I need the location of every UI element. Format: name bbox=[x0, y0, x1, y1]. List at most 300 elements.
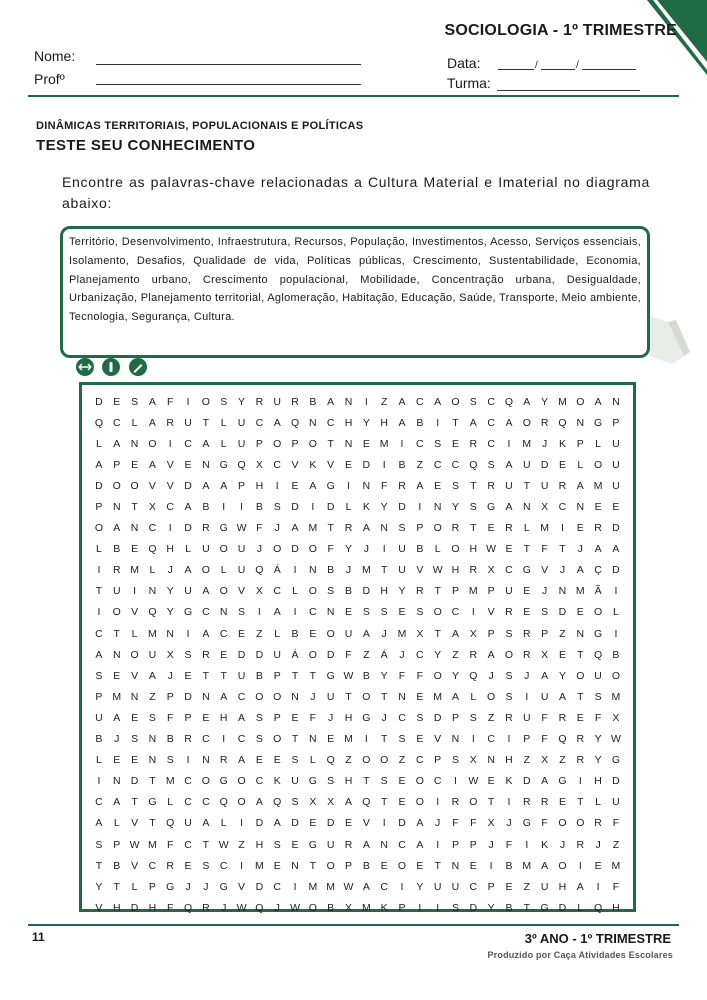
grid-letter[interactable]: E bbox=[487, 522, 495, 535]
grid-letter[interactable]: E bbox=[238, 627, 246, 640]
grid-letter[interactable]: C bbox=[95, 627, 103, 640]
grid-letter[interactable]: R bbox=[451, 522, 460, 535]
grid-letter[interactable]: C bbox=[202, 796, 210, 809]
grid-letter[interactable]: I bbox=[97, 775, 101, 788]
grid-letter[interactable]: O bbox=[219, 585, 228, 598]
grid-letter[interactable]: Q bbox=[469, 458, 478, 471]
grid-letter[interactable]: T bbox=[149, 817, 156, 830]
grid-letter[interactable]: V bbox=[434, 733, 442, 746]
grid-letter[interactable]: A bbox=[273, 416, 281, 429]
grid-letter[interactable]: Y bbox=[380, 669, 388, 682]
grid-letter[interactable]: D bbox=[95, 479, 103, 492]
grid-letter[interactable]: S bbox=[416, 606, 424, 619]
grid-letter[interactable]: T bbox=[220, 669, 227, 682]
grid-letter[interactable]: T bbox=[380, 690, 388, 703]
grid-letter[interactable]: Y bbox=[434, 648, 442, 661]
grid-letter[interactable]: O bbox=[148, 437, 157, 450]
grid-letter[interactable]: N bbox=[612, 395, 620, 408]
grid-letter[interactable]: P bbox=[451, 838, 459, 851]
grid-letter[interactable]: C bbox=[237, 690, 246, 703]
grid-letter[interactable]: Z bbox=[256, 627, 263, 640]
name-line[interactable] bbox=[96, 64, 361, 65]
grid-letter[interactable]: S bbox=[148, 711, 156, 724]
grid-letter[interactable]: E bbox=[184, 458, 192, 471]
grid-letter[interactable]: E bbox=[309, 627, 317, 640]
grid-letter[interactable]: G bbox=[522, 564, 531, 577]
grid-letter[interactable]: R bbox=[112, 564, 121, 577]
grid-letter[interactable]: O bbox=[487, 690, 496, 703]
grid-letter[interactable]: S bbox=[166, 754, 174, 767]
grid-letter[interactable]: A bbox=[362, 522, 370, 535]
grid-letter[interactable]: Q bbox=[558, 733, 567, 746]
grid-letter[interactable]: I bbox=[257, 606, 261, 619]
grid-letter[interactable]: B bbox=[327, 564, 335, 577]
grid-letter[interactable]: J bbox=[167, 564, 173, 577]
grid-letter[interactable]: C bbox=[219, 627, 228, 640]
grid-letter[interactable]: I bbox=[364, 395, 368, 408]
grid-letter[interactable]: Y bbox=[541, 395, 549, 408]
grid-letter[interactable]: I bbox=[436, 416, 440, 429]
grid-letter[interactable]: P bbox=[487, 627, 495, 640]
grid-letter[interactable]: P bbox=[434, 754, 442, 767]
date-day-line[interactable] bbox=[498, 69, 534, 70]
grid-letter[interactable]: A bbox=[576, 564, 584, 577]
grid-letter[interactable]: E bbox=[416, 690, 424, 703]
grid-letter[interactable]: Q bbox=[469, 669, 478, 682]
grid-letter[interactable]: X bbox=[255, 458, 263, 471]
grid-letter[interactable]: M bbox=[611, 859, 621, 872]
grid-letter[interactable]: U bbox=[326, 690, 335, 703]
grid-letter[interactable]: A bbox=[202, 627, 210, 640]
grid-letter[interactable]: A bbox=[220, 479, 228, 492]
grid-letter[interactable]: A bbox=[487, 648, 495, 661]
grid-letter[interactable]: E bbox=[523, 585, 531, 598]
grid-letter[interactable]: T bbox=[470, 522, 477, 535]
grid-letter[interactable]: T bbox=[95, 859, 103, 872]
grid-letter[interactable]: I bbox=[186, 627, 190, 640]
grid-letter[interactable]: L bbox=[131, 880, 138, 893]
grid-letter[interactable]: A bbox=[95, 648, 103, 661]
grid-letter[interactable]: N bbox=[112, 501, 121, 514]
grid-letter[interactable]: T bbox=[327, 437, 334, 450]
grid-letter[interactable]: N bbox=[487, 754, 495, 767]
grid-letter[interactable]: A bbox=[113, 437, 121, 450]
grid-letter[interactable]: I bbox=[293, 880, 297, 893]
grid-letter[interactable]: N bbox=[148, 585, 157, 598]
grid-letter[interactable]: R bbox=[558, 711, 567, 724]
grid-letter[interactable]: F bbox=[452, 817, 459, 830]
grid-letter[interactable]: C bbox=[469, 880, 478, 893]
grid-letter[interactable]: N bbox=[202, 458, 210, 471]
grid-letter[interactable]: C bbox=[184, 796, 192, 809]
grid-letter[interactable]: W bbox=[236, 901, 247, 914]
grid-letter[interactable]: A bbox=[184, 564, 192, 577]
grid-letter[interactable]: Q bbox=[255, 564, 264, 577]
grid-letter[interactable]: T bbox=[559, 543, 566, 556]
grid-letter[interactable]: Q bbox=[148, 606, 157, 619]
grid-letter[interactable]: O bbox=[397, 859, 407, 872]
grid-letter[interactable]: H bbox=[505, 754, 513, 767]
grid-letter[interactable]: B bbox=[202, 501, 210, 514]
grid-letter[interactable]: N bbox=[576, 627, 585, 640]
grid-letter[interactable]: C bbox=[487, 437, 495, 450]
grid-letter[interactable]: T bbox=[380, 796, 388, 809]
grid-letter[interactable]: P bbox=[95, 690, 103, 703]
grid-letter[interactable]: M bbox=[558, 395, 567, 408]
grid-letter[interactable]: L bbox=[131, 416, 138, 429]
grid-letter[interactable]: K bbox=[362, 501, 370, 514]
grid-letter[interactable]: L bbox=[274, 627, 281, 640]
grid-letter[interactable]: C bbox=[237, 733, 246, 746]
grid-letter[interactable]: M bbox=[379, 437, 389, 450]
grid-letter[interactable]: Á bbox=[380, 648, 388, 661]
grid-letter[interactable]: X bbox=[541, 648, 549, 661]
grid-letter[interactable]: R bbox=[166, 416, 175, 429]
grid-letter[interactable]: P bbox=[113, 838, 121, 851]
grid-letter[interactable]: C bbox=[309, 606, 317, 619]
grid-letter[interactable]: T bbox=[523, 901, 530, 914]
grid-letter[interactable]: S bbox=[362, 606, 370, 619]
info-icon[interactable] bbox=[102, 358, 120, 376]
grid-letter[interactable]: O bbox=[94, 522, 103, 535]
grid-letter[interactable]: S bbox=[202, 859, 210, 872]
grid-letter[interactable]: C bbox=[433, 458, 442, 471]
grid-letter[interactable]: A bbox=[594, 543, 602, 556]
resize-horizontal-icon[interactable] bbox=[76, 358, 94, 376]
grid-letter[interactable]: R bbox=[505, 606, 513, 619]
grid-letter[interactable]: I bbox=[507, 733, 511, 746]
grid-letter[interactable]: I bbox=[471, 733, 475, 746]
grid-letter[interactable]: J bbox=[559, 564, 566, 577]
grid-letter[interactable]: N bbox=[451, 859, 460, 872]
grid-letter[interactable]: E bbox=[113, 754, 121, 767]
grid-letter[interactable]: X bbox=[166, 648, 174, 661]
grid-letter[interactable]: F bbox=[612, 880, 620, 893]
grid-letter[interactable]: K bbox=[380, 901, 388, 914]
grid-letter[interactable]: V bbox=[131, 859, 139, 872]
grid-letter[interactable]: E bbox=[505, 880, 513, 893]
grid-letter[interactable]: R bbox=[505, 522, 513, 535]
grid-letter[interactable]: F bbox=[416, 669, 424, 682]
grid-letter[interactable]: E bbox=[558, 796, 566, 809]
grid-letter[interactable]: Z bbox=[523, 754, 530, 767]
grid-letter[interactable]: G bbox=[166, 880, 175, 893]
grid-letter[interactable]: I bbox=[222, 733, 226, 746]
grid-letter[interactable]: O bbox=[362, 690, 371, 703]
grid-letter[interactable]: E bbox=[398, 775, 406, 788]
grid-letter[interactable]: Á bbox=[291, 648, 299, 661]
grid-letter[interactable]: F bbox=[505, 838, 513, 851]
grid-letter[interactable]: L bbox=[577, 458, 584, 471]
grid-letter[interactable]: E bbox=[113, 395, 121, 408]
grid-letter[interactable]: H bbox=[344, 775, 353, 788]
grid-letter[interactable]: Y bbox=[451, 669, 459, 682]
grid-letter[interactable]: C bbox=[487, 395, 495, 408]
grid-letter[interactable]: Y bbox=[398, 585, 406, 598]
grid-letter[interactable]: W bbox=[343, 669, 354, 682]
grid-letter[interactable]: S bbox=[238, 606, 246, 619]
grid-letter[interactable]: Z bbox=[363, 648, 370, 661]
grid-letter[interactable]: P bbox=[451, 585, 459, 598]
grid-letter[interactable]: E bbox=[131, 711, 139, 724]
grid-letter[interactable]: Q bbox=[504, 395, 514, 408]
grid-letter[interactable]: V bbox=[148, 479, 156, 492]
grid-letter[interactable]: N bbox=[112, 775, 121, 788]
grid-letter[interactable]: L bbox=[613, 606, 619, 619]
grid-letter[interactable]: U bbox=[398, 564, 406, 577]
grid-letter[interactable]: A bbox=[523, 395, 531, 408]
grid-letter[interactable]: J bbox=[541, 585, 548, 598]
grid-letter[interactable]: E bbox=[184, 859, 192, 872]
grid-letter[interactable]: Q bbox=[362, 796, 371, 809]
grid-letter[interactable]: A bbox=[576, 479, 584, 492]
grid-letter[interactable]: C bbox=[398, 711, 406, 724]
teacher-line[interactable] bbox=[96, 84, 361, 85]
grid-letter[interactable]: I bbox=[168, 522, 172, 535]
grid-letter[interactable]: U bbox=[273, 395, 281, 408]
grid-letter[interactable]: T bbox=[291, 669, 299, 682]
grid-letter[interactable]: C bbox=[451, 606, 460, 619]
grid-letter[interactable]: R bbox=[540, 796, 549, 809]
grid-letter[interactable]: A bbox=[451, 690, 459, 703]
grid-letter[interactable]: N bbox=[219, 606, 228, 619]
grid-letter[interactable]: X bbox=[469, 754, 477, 767]
grid-letter[interactable]: Y bbox=[416, 880, 424, 893]
grid-letter[interactable]: W bbox=[610, 733, 621, 746]
grid-letter[interactable]: I bbox=[186, 395, 190, 408]
grid-letter[interactable]: G bbox=[487, 501, 496, 514]
grid-letter[interactable]: Y bbox=[362, 416, 370, 429]
grid-letter[interactable]: J bbox=[577, 543, 583, 556]
grid-letter[interactable]: N bbox=[380, 838, 388, 851]
grid-letter[interactable]: T bbox=[523, 543, 530, 556]
grid-letter[interactable]: H bbox=[558, 880, 567, 893]
grid-letter[interactable]: N bbox=[576, 416, 585, 429]
grid-letter[interactable]: A bbox=[612, 543, 620, 556]
grid-letter[interactable]: A bbox=[238, 754, 246, 767]
grid-letter[interactable]: C bbox=[184, 775, 192, 788]
grid-letter[interactable]: D bbox=[130, 901, 139, 914]
grid-letter[interactable]: I bbox=[614, 627, 618, 640]
grid-letter[interactable]: O bbox=[522, 416, 531, 429]
grid-letter[interactable]: O bbox=[594, 458, 603, 471]
grid-letter[interactable]: U bbox=[594, 669, 602, 682]
grid-letter[interactable]: S bbox=[380, 606, 388, 619]
grid-letter[interactable]: N bbox=[398, 690, 406, 703]
grid-letter[interactable]: H bbox=[255, 838, 264, 851]
grid-letter[interactable]: S bbox=[505, 690, 513, 703]
grid-letter[interactable]: P bbox=[148, 880, 156, 893]
grid-letter[interactable]: Q bbox=[558, 416, 567, 429]
grid-letter[interactable]: H bbox=[255, 479, 264, 492]
grid-letter[interactable]: T bbox=[363, 775, 370, 788]
grid-letter[interactable]: D bbox=[184, 690, 192, 703]
grid-letter[interactable]: B bbox=[255, 669, 263, 682]
grid-letter[interactable]: R bbox=[594, 817, 602, 830]
grid-letter[interactable]: T bbox=[327, 522, 334, 535]
grid-letter[interactable]: I bbox=[222, 501, 226, 514]
grid-letter[interactable]: Y bbox=[166, 606, 174, 619]
grid-letter[interactable]: A bbox=[148, 669, 156, 682]
grid-letter[interactable]: O bbox=[594, 606, 603, 619]
grid-letter[interactable]: Y bbox=[95, 880, 103, 893]
grid-letter[interactable]: C bbox=[505, 564, 513, 577]
grid-letter[interactable]: D bbox=[255, 817, 264, 830]
grid-letter[interactable]: D bbox=[291, 501, 299, 514]
grid-letter[interactable]: N bbox=[451, 733, 460, 746]
grid-letter[interactable]: O bbox=[201, 564, 210, 577]
grid-letter[interactable]: D bbox=[184, 522, 192, 535]
grid-letter[interactable]: U bbox=[273, 648, 281, 661]
grid-letter[interactable]: I bbox=[382, 458, 386, 471]
grid-letter[interactable]: O bbox=[380, 754, 389, 767]
grid-letter[interactable]: F bbox=[541, 543, 548, 556]
grid-letter[interactable]: J bbox=[203, 880, 209, 893]
grid-letter[interactable]: P bbox=[184, 711, 192, 724]
grid-letter[interactable]: P bbox=[238, 479, 246, 492]
grid-letter[interactable]: O bbox=[219, 543, 228, 556]
grid-letter[interactable]: A bbox=[469, 416, 477, 429]
grid-letter[interactable]: D bbox=[612, 564, 620, 577]
grid-letter[interactable]: M bbox=[361, 901, 371, 914]
grid-letter[interactable]: I bbox=[168, 437, 172, 450]
grid-letter[interactable]: A bbox=[541, 669, 549, 682]
grid-letter[interactable]: B bbox=[291, 627, 299, 640]
grid-letter[interactable]: E bbox=[131, 543, 139, 556]
grid-letter[interactable]: F bbox=[541, 711, 548, 724]
grid-letter[interactable]: X bbox=[416, 627, 424, 640]
grid-letter[interactable]: H bbox=[380, 585, 388, 598]
grid-letter[interactable]: U bbox=[237, 564, 246, 577]
grid-letter[interactable]: E bbox=[273, 859, 281, 872]
grid-letter[interactable]: N bbox=[309, 564, 317, 577]
grid-letter[interactable]: I bbox=[507, 437, 511, 450]
grid-letter[interactable]: R bbox=[487, 479, 495, 492]
grid-letter[interactable]: A bbox=[416, 479, 424, 492]
grid-letter[interactable]: S bbox=[594, 690, 602, 703]
grid-letter[interactable]: A bbox=[291, 522, 299, 535]
grid-letter[interactable]: R bbox=[522, 627, 531, 640]
grid-letter[interactable]: N bbox=[130, 522, 139, 535]
grid-letter[interactable]: S bbox=[469, 395, 477, 408]
grid-letter[interactable]: A bbox=[594, 395, 602, 408]
grid-letter[interactable]: U bbox=[237, 416, 246, 429]
grid-letter[interactable]: R bbox=[202, 901, 210, 914]
grid-letter[interactable]: D bbox=[558, 901, 567, 914]
grid-letter[interactable]: X bbox=[541, 754, 549, 767]
grid-letter[interactable]: M bbox=[308, 522, 318, 535]
grid-letter[interactable]: G bbox=[522, 817, 531, 830]
grid-letter[interactable]: Q bbox=[219, 796, 228, 809]
grid-letter[interactable]: J bbox=[488, 669, 494, 682]
grid-letter[interactable]: D bbox=[95, 395, 103, 408]
grid-letter[interactable]: L bbox=[523, 522, 530, 535]
grid-letter[interactable]: N bbox=[326, 606, 335, 619]
grid-letter[interactable]: X bbox=[487, 817, 495, 830]
grid-letter[interactable]: R bbox=[166, 859, 175, 872]
grid-letter[interactable]: O bbox=[112, 606, 121, 619]
grid-letter[interactable]: C bbox=[273, 880, 281, 893]
grid-letter[interactable]: O bbox=[362, 754, 371, 767]
grid-letter[interactable]: Z bbox=[487, 711, 495, 724]
grid-letter[interactable]: A bbox=[148, 416, 156, 429]
grid-letter[interactable]: Z bbox=[149, 690, 156, 703]
grid-letter[interactable]: U bbox=[522, 711, 531, 724]
grid-letter[interactable]: U bbox=[540, 479, 549, 492]
grid-letter[interactable]: P bbox=[255, 437, 263, 450]
grid-letter[interactable]: S bbox=[469, 711, 477, 724]
grid-letter[interactable]: M bbox=[130, 564, 139, 577]
grid-letter[interactable]: M bbox=[361, 564, 371, 577]
grid-letter[interactable]: S bbox=[291, 754, 299, 767]
grid-letter[interactable]: E bbox=[380, 859, 388, 872]
grid-letter[interactable]: T bbox=[113, 627, 120, 640]
grid-letter[interactable]: E bbox=[576, 522, 584, 535]
grid-letter[interactable]: O bbox=[273, 437, 282, 450]
grid-letter[interactable]: E bbox=[131, 754, 139, 767]
grid-letter[interactable]: U bbox=[540, 880, 549, 893]
grid-letter[interactable]: C bbox=[202, 606, 210, 619]
grid-letter[interactable]: O bbox=[558, 859, 567, 872]
grid-letter[interactable]: D bbox=[540, 458, 549, 471]
grid-letter[interactable]: A bbox=[202, 817, 210, 830]
grid-letter[interactable]: A bbox=[95, 817, 103, 830]
grid-letter[interactable]: J bbox=[221, 901, 227, 914]
grid-letter[interactable]: E bbox=[398, 606, 406, 619]
grid-letter[interactable]: Z bbox=[559, 754, 566, 767]
grid-letter[interactable]: D bbox=[612, 522, 620, 535]
grid-letter[interactable]: B bbox=[362, 859, 370, 872]
grid-letter[interactable]: L bbox=[577, 901, 584, 914]
grid-letter[interactable]: J bbox=[274, 901, 280, 914]
grid-letter[interactable]: J bbox=[541, 437, 548, 450]
grid-letter[interactable]: K bbox=[505, 775, 513, 788]
grid-letter[interactable]: A bbox=[362, 627, 370, 640]
grid-letter[interactable]: J bbox=[524, 669, 530, 682]
grid-letter[interactable]: D bbox=[469, 901, 478, 914]
grid-letter[interactable]: C bbox=[487, 733, 495, 746]
grid-letter[interactable]: E bbox=[523, 606, 531, 619]
grid-letter[interactable]: N bbox=[362, 479, 371, 492]
grid-letter[interactable]: M bbox=[326, 880, 336, 893]
grid-letter[interactable]: G bbox=[558, 775, 567, 788]
grid-letter[interactable]: C bbox=[184, 437, 192, 450]
grid-letter[interactable]: V bbox=[238, 585, 246, 598]
grid-letter[interactable]: D bbox=[326, 817, 335, 830]
grid-letter[interactable]: Q bbox=[273, 796, 282, 809]
grid-letter[interactable]: T bbox=[202, 838, 210, 851]
grid-letter[interactable]: A bbox=[238, 711, 246, 724]
grid-letter[interactable]: O bbox=[415, 796, 424, 809]
grid-letter[interactable]: I bbox=[400, 880, 404, 893]
grid-letter[interactable]: J bbox=[381, 627, 387, 640]
grid-letter[interactable]: N bbox=[433, 501, 442, 514]
grid-letter[interactable]: P bbox=[345, 859, 353, 872]
grid-letter[interactable]: L bbox=[220, 416, 227, 429]
grid-letter[interactable]: M bbox=[575, 585, 585, 598]
grid-letter[interactable]: O bbox=[415, 775, 424, 788]
grid-letter[interactable]: O bbox=[576, 669, 585, 682]
grid-letter[interactable]: C bbox=[416, 754, 424, 767]
grid-letter[interactable]: D bbox=[398, 501, 406, 514]
grid-letter[interactable]: O bbox=[237, 796, 246, 809]
grid-letter[interactable]: A bbox=[362, 838, 370, 851]
grid-letter[interactable]: P bbox=[469, 838, 477, 851]
grid-letter[interactable]: H bbox=[344, 711, 353, 724]
grid-letter[interactable]: F bbox=[167, 838, 174, 851]
grid-letter[interactable]: T bbox=[202, 416, 210, 429]
grid-letter[interactable]: O bbox=[611, 669, 621, 682]
